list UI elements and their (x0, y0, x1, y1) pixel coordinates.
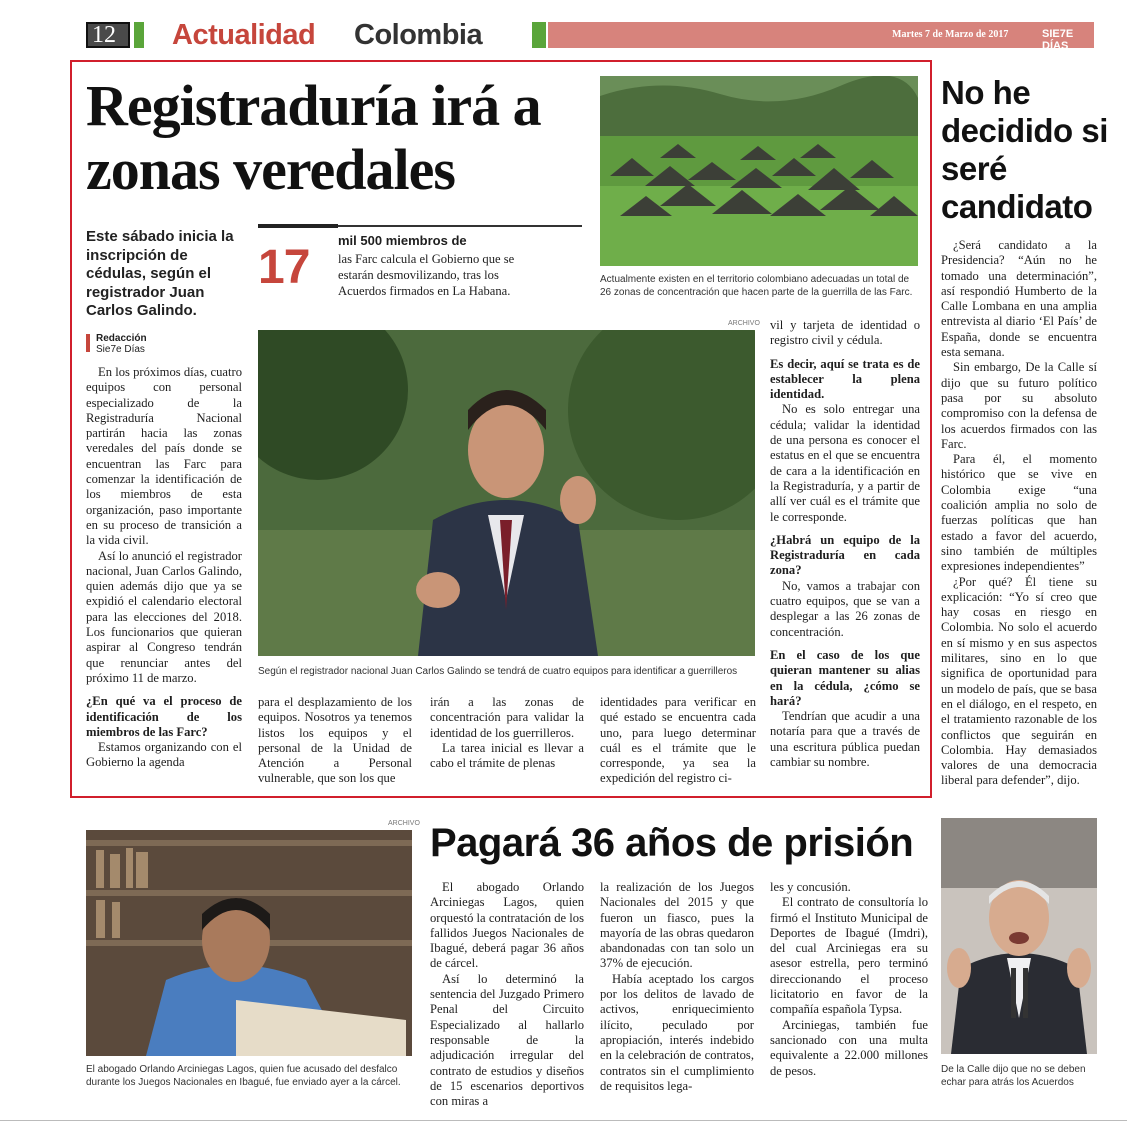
side-p2: Sin embargo, De la Calle sí dijo que su futuro político pasa por su absoluto compromiso con la defensa de los acuerdos firmados con las Farc. (941, 360, 1097, 451)
header-date: Martes 7 de Marzo de 2017 (892, 29, 1009, 40)
side-body (941, 238, 1097, 789)
registrar-photo (258, 330, 755, 656)
delacalle-caption: De la Calle dijo que no se deben echar para atrás los Acuerdos (941, 1064, 1086, 1088)
main-col-1 (86, 365, 242, 771)
stat-headline: mil 500 miembros de (338, 233, 467, 248)
page-header (86, 20, 1096, 52)
bottom-col1-p1: El abogado Orlando Arciniegas Lagos, quien orquestó la contratación de los fallidos Juegos Nacionales de Ibagué, deberá pagar 36 años de cárcel. (430, 880, 584, 971)
main-headline: Registraduría irá a zonas veredales (86, 73, 541, 202)
side-p1: ¿Será candidato a la Presidencia? “Aún no he tomado una determinación”, así respondió Humberto de la Calle Lombana en una amplia entrevista al diario ‘El País’ de España, donde se encuentra esta semana. (941, 238, 1097, 360)
bottom-col3-p3: Arciniegas, también fue sancionado con una multa equivalente a 22.000 millones de pesos. (770, 1017, 928, 1078)
main-col5-p2: No es solo entregar una cédula; validar la identidad de una persona es conocer el estatus en el que se encuentra de cara a la identificación en la Registraduría, y a partir de allí ver cuál es el trámite que le corresponde. (770, 402, 920, 524)
encampment-caption: Actualmente existen en el territorio colombiano adecuadas un total de 26 zonas de concentración que hacen parte de la guerrilla de las Farc. (600, 274, 913, 298)
bottom-col3-p2: El contrato de consultoría lo firmó el Instituto Municipal de Deportes de Ibagué (Imdri), del cual Arciniegas era su asesor estrella, pero terminó direccionando el proceso licitatorio en favor de la compañía española Typsa. (770, 895, 928, 1017)
stat-text: las Farc calcula el Gobierno que se estarán desmovilizando, tras los Acuerdos firmados en La Habana. (338, 252, 515, 298)
main-col5-p1: vil y tarjeta de identidad o registro civil y cédula. (770, 318, 920, 348)
bottom-col-2 (600, 880, 754, 1094)
main-col-3 (430, 695, 584, 771)
main-col1-question: ¿En qué va el proceso de identificación de los miembros de las Farc? (86, 694, 242, 739)
main-col1-p3: Estamos organizando con el Gobierno la agenda (86, 740, 242, 770)
stat-number: 17 (258, 241, 310, 294)
main-col5-p4: Tendrían que acudir a una notaría para que a través de una escritura pública puedan cambiar su nombre. (770, 709, 920, 770)
section-title: Actualidad (172, 19, 316, 51)
bottom-col-1 (430, 880, 584, 1109)
registrar-caption: Según el registrador nacional Juan Carlos Galindo se tendrá de cuatro equipos para identificar a guerrilleros (258, 666, 738, 677)
stat-rule-accent (258, 224, 338, 228)
main-col3-p1: irán a las zonas de concentración para validar la identidad de los guerrilleros. (430, 695, 584, 740)
main-col-5 (770, 318, 920, 770)
encampment-photo (600, 76, 918, 266)
lawyer-caption: El abogado Orlando Arciniegas Lagos, quien fue acusado del desfalco durante los Juegos Nacionales en Ibagué, fue enviado ayer a la cárcel. (86, 1064, 401, 1088)
main-col2-text: para el desplazamiento de los equipos. Nosotros ya tenemos listos los equipos y el personal de la Unidad de Atención a Personal vulnerable, que son los que (258, 695, 412, 786)
main-col1-p2: Así lo anunció el registrador nacional, Juan Carlos Galindo, quien además dijo que ya se expidió el calendario electoral para las elecciones del 2018. Los funcionarios que quieran aspirar al Congreso tendrán que renunciar antes del próximo 11 de marzo. (86, 548, 242, 685)
main-col4-text: identidades para verificar en qué estado se encuentra cada uno, para luego determinar cuál es el trámite que le corresponde, ya sea la expedición del registro ci- (600, 695, 756, 786)
bottom-col1-p2: Así lo determinó la sentencia del Juzgado Primero Penal del Circuito Especializado al hallarlo responsable de la adjudicación irregular del contrato de estudios y diseños de 15 escenarios deportivos con miras a (430, 971, 584, 1109)
bottom-col3-p1: les y concusión. (770, 880, 851, 894)
lawyer-photo (86, 830, 412, 1056)
bottom-col-3 (770, 880, 928, 1079)
byline-org: Sie7e Días (96, 344, 145, 355)
header-bar (548, 22, 1094, 48)
bottom-col2-p1: la realización de los Juegos Nacionales del 2015 y que fueron un fiasco, pues la mayoría de las obras quedaron abandonadas con tan solo un 37% de ejecución. (600, 880, 754, 971)
main-lead: Este sábado inicia la inscripción de cédulas, según el registrador Juan Carlos Galindo. (86, 228, 234, 319)
green-accent-2 (532, 22, 546, 48)
page-number: 12 (92, 22, 116, 48)
page-number-box (86, 22, 130, 48)
main-col1-p1: En los próximos días, cuatro equipos con personal especializado de la Registraduría Nacional partirán hacia las zonas veredales del país donde se encuentran las Farc para comenzar la identificación de los miembros de esta organización, paso importante en su proceso de transición a la vida civil. (86, 365, 242, 548)
byline-name: Redacción (96, 333, 147, 344)
side-p3: Para él, el momento histórico que se vive en Colombia exige “una coalición amplia no solo de fuerzas políticas que han estado a favor del acuerdo, sino también de múltiples expresiones independientes” (941, 452, 1097, 574)
main-col5-q3: En el caso de los que quieran mantener su alias en la cédula, ¿cómo se hará? (770, 647, 920, 708)
delacalle-photo (941, 818, 1097, 1054)
side-p4: ¿Por qué? Él tiene su explicación: “Yo sí creo que hay cosas en riesgo en Colombia. No solo el acuerdo en sí mismo y en sus aspectos militares, sino en lo que significa de oportunidad para un modelo de país, que se basa en el diálogo, en el respeto, en el tratamiento razonable de los conflictos que seguirán en Colombia. Hay demasiados valores de una democracia liberal para defender”, dijo. (941, 574, 1097, 788)
bottom-photo-credit: ARCHIVO (388, 820, 420, 827)
subsection-title: Colombia (354, 19, 483, 51)
byline-marker (86, 334, 90, 352)
main-col-2 (258, 695, 412, 787)
green-accent (134, 22, 144, 48)
main-col5-q2: ¿Habrá un equipo de la Registraduría en cada zona? (770, 532, 920, 578)
main-col3-p2: La tarea inicial es llevar a cabo el trámite de plenas (430, 740, 584, 771)
bottom-headline: Pagará 36 años de prisión (430, 821, 914, 865)
header-brand: SIE7E DÍAS (1042, 28, 1074, 52)
bottom-rule (0, 1120, 1127, 1121)
main-photo-credit: ARCHIVO (728, 320, 760, 327)
side-headline: No he decidido si seré candidato (941, 74, 1108, 225)
main-col5-p3: No, vamos a trabajar con cuatro equipos, que se van a desplegar a las 26 zonas de concentración. (770, 578, 920, 639)
bottom-col2-p2: Había aceptado los cargos por los delitos de lavado de activos, enriquecimiento ilícito, peculado por apropiación, interés indebido en la celebración de contratos, contratos sin el cumplimiento de requisitos lega- (600, 971, 754, 1093)
main-col5-q1: Es decir, aquí se trata es de establecer la plena identidad. (770, 356, 920, 402)
byline (86, 334, 236, 358)
main-col-4 (600, 695, 756, 787)
